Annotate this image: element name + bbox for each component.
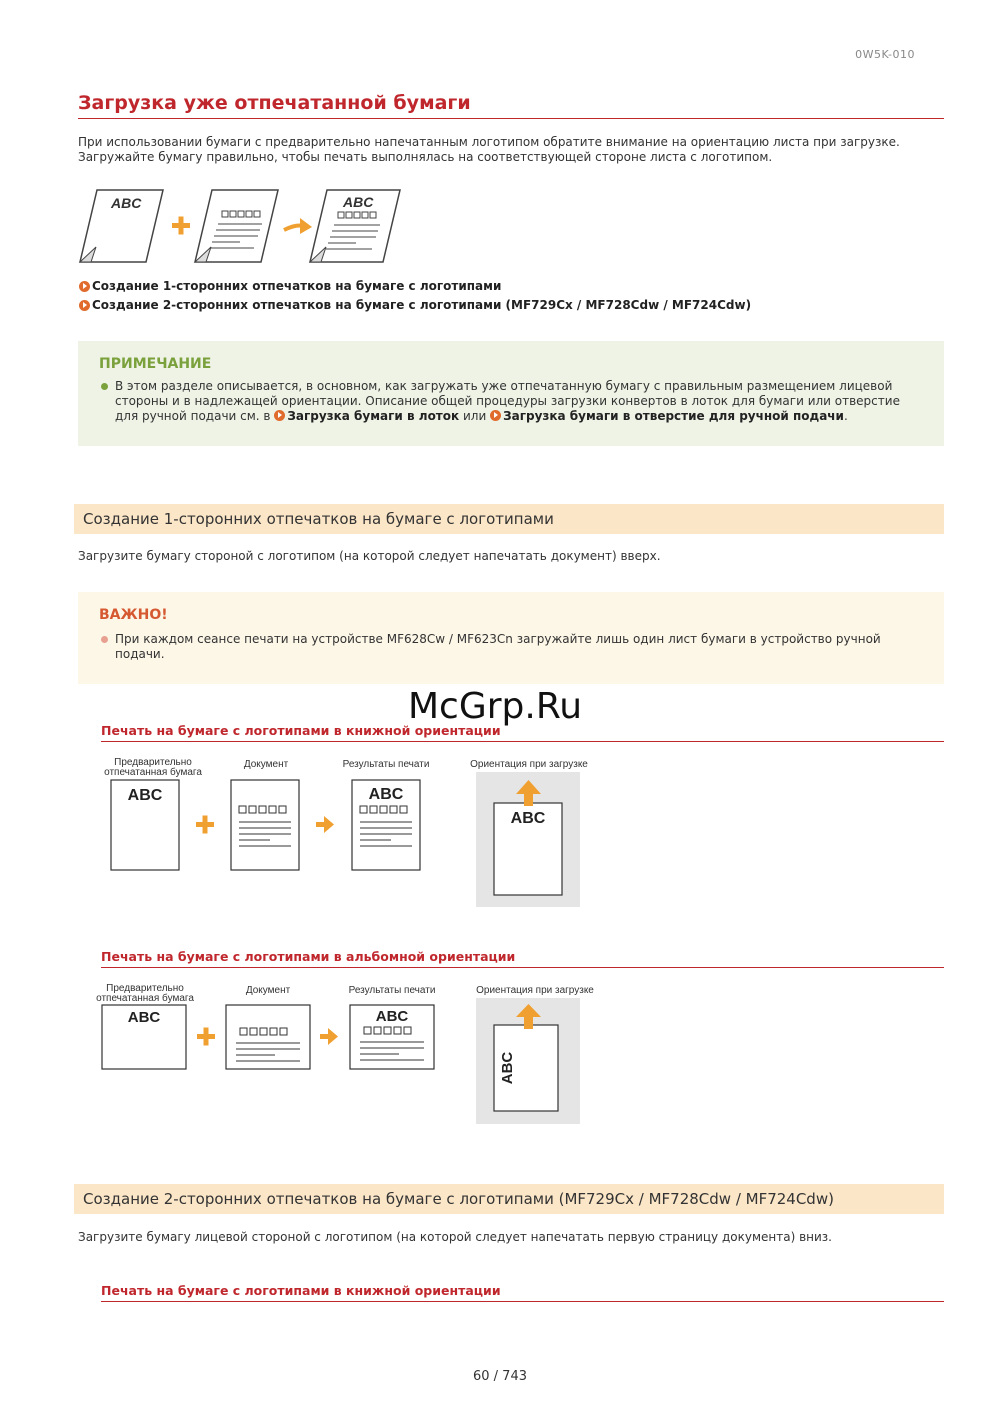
- intro-line-2: Загружайте бумагу правильно, чтобы печать выполнялась на соответствующей стороне листа с логотипом.: [78, 150, 773, 164]
- section2-text: Загрузите бумагу лицевой стороной с логотипом (на которой следует напечатать первую страницу документа) вниз.: [78, 1230, 832, 1244]
- preprinted-paper-illustration: [0, 0, 1000, 280]
- plus-icon: [172, 217, 190, 235]
- page-number: 60 / 743: [473, 1369, 527, 1384]
- note-line-3: [115, 409, 848, 424]
- arrow-bullet-icon: [79, 300, 90, 311]
- portrait-preprinted-logo: ABC: [127, 787, 163, 804]
- arrow-bullet-icon: [490, 410, 501, 421]
- document-landscape: [226, 1005, 310, 1069]
- section-header-2-sided: Создание 2-сторонних отпечатков на бумаге с логотипами (MF729Cx / MF728Cdw / MF724Cdw): [74, 1184, 944, 1214]
- result-sheet-icon: [310, 190, 400, 262]
- intro-line-1: При использовании бумаги с предварительно напечатанным логотипом обратите внимание на ориентацию листа при загрузке.: [78, 135, 900, 149]
- link-1-sided-logo[interactable]: [79, 279, 501, 293]
- note-line-1: В этом разделе описывается, в основном, как загружать уже отпечатанную бумагу с правильным размещением лицевой: [115, 379, 893, 393]
- portrait-diagram: [0, 767, 1000, 970]
- document-code: 0W5K-010: [855, 48, 915, 61]
- document-sheet-icon: [195, 190, 278, 262]
- result-logo-text: ABC: [343, 194, 374, 210]
- result-portrait: [352, 780, 420, 870]
- landscape-preprinted-logo: ABC: [127, 1009, 161, 1026]
- important-line-1: При каждом сеансе печати на устройстве MF628Cw / MF623Cn загружайте лишь один лист бумаги в устройство ручной: [115, 632, 881, 646]
- subtitle-portrait: Печать на бумаге с логотипами в книжной ориентации: [101, 723, 944, 742]
- label-preprinted-line-2: отпечатанная бумага: [96, 993, 194, 1004]
- landscape-orientation-logo: ABC: [499, 1051, 516, 1085]
- preprinted-logo-text: ABC: [111, 195, 142, 211]
- important-title: ВАЖНО!: [99, 607, 168, 623]
- link-2-label: Создание 2-сторонних отпечатков на бумаге с логотипами (MF729Cx / MF728Cdw / MF724Cdw): [92, 298, 752, 312]
- preprinted-paper-portrait: [111, 780, 179, 870]
- note-line-3-prefix: для ручной подачи см. в: [115, 409, 271, 423]
- label-orientation: Ориентация при загрузке: [470, 759, 588, 770]
- arrow-bullet-icon: [274, 410, 285, 421]
- label-preprinted-line-2: отпечатанная бумага: [104, 767, 202, 778]
- salmon-bullet-icon: [101, 636, 108, 643]
- note-title: ПРИМЕЧАНИЕ: [99, 356, 212, 372]
- label-preprinted-line-1: Предварительно: [106, 983, 184, 994]
- arrow-right-icon: [284, 218, 312, 234]
- note-link-tray[interactable]: Загрузка бумаги в лоток: [287, 409, 460, 423]
- arrow-right-icon: [320, 1028, 338, 1045]
- landscape-diagram: [0, 995, 1000, 1195]
- label-document: Документ: [245, 985, 291, 996]
- preprinted-sheet-icon: [80, 190, 163, 262]
- note-period: .: [843, 409, 848, 423]
- watermark: McGrp.Ru: [408, 686, 583, 727]
- document-portrait: [231, 780, 299, 870]
- preprinted-paper-landscape: [102, 1005, 186, 1069]
- landscape-result-logo: ABC: [375, 1008, 409, 1025]
- green-bullet-icon: [101, 383, 108, 390]
- portrait-result-logo: ABC: [368, 786, 404, 803]
- label-result: Результаты печати: [348, 985, 436, 996]
- subtitle-landscape: Печать на бумаге с логотипами в альбомной ориентации: [101, 949, 944, 968]
- plus-icon: [197, 1028, 215, 1046]
- loading-orientation-landscape: [476, 998, 580, 1124]
- section1-text: Загрузите бумагу стороной с логотипом (на которой следует напечатать документ) вверх.: [78, 549, 661, 563]
- page-title: Загрузка уже отпечатанной бумаги: [78, 92, 944, 119]
- label-result: Результаты печати: [342, 759, 430, 770]
- note-link-manual-feed[interactable]: Загрузка бумаги в отверстие для ручной подачи: [503, 409, 844, 423]
- label-orientation: Ориентация при загрузке: [476, 985, 594, 996]
- link-1-label: Создание 1-сторонних отпечатков на бумаге с логотипами: [92, 279, 502, 293]
- link-2-sided-logo[interactable]: [79, 298, 751, 312]
- important-line-2: подачи.: [115, 647, 165, 661]
- section-header-1-sided: Создание 1-сторонних отпечатков на бумаге с логотипами: [74, 504, 944, 534]
- label-document: Документ: [243, 759, 289, 770]
- loading-orientation-portrait: [476, 772, 580, 907]
- arrow-right-icon: [316, 816, 334, 833]
- arrow-bullet-icon: [79, 281, 90, 292]
- label-preprinted-line-1: Предварительно: [114, 757, 192, 768]
- result-landscape: [350, 1005, 434, 1069]
- note-line-2: стороны и в надлежащей ориентации. Описание общей процедуры загрузки конвертов в лоток для бумаги или отверстие: [115, 394, 900, 408]
- portrait-orientation-logo: ABC: [510, 810, 546, 827]
- note-or-word: или: [462, 409, 487, 423]
- plus-icon: [196, 816, 214, 834]
- subtitle-portrait-2: Печать на бумаге с логотипами в книжной ориентации: [101, 1283, 944, 1302]
